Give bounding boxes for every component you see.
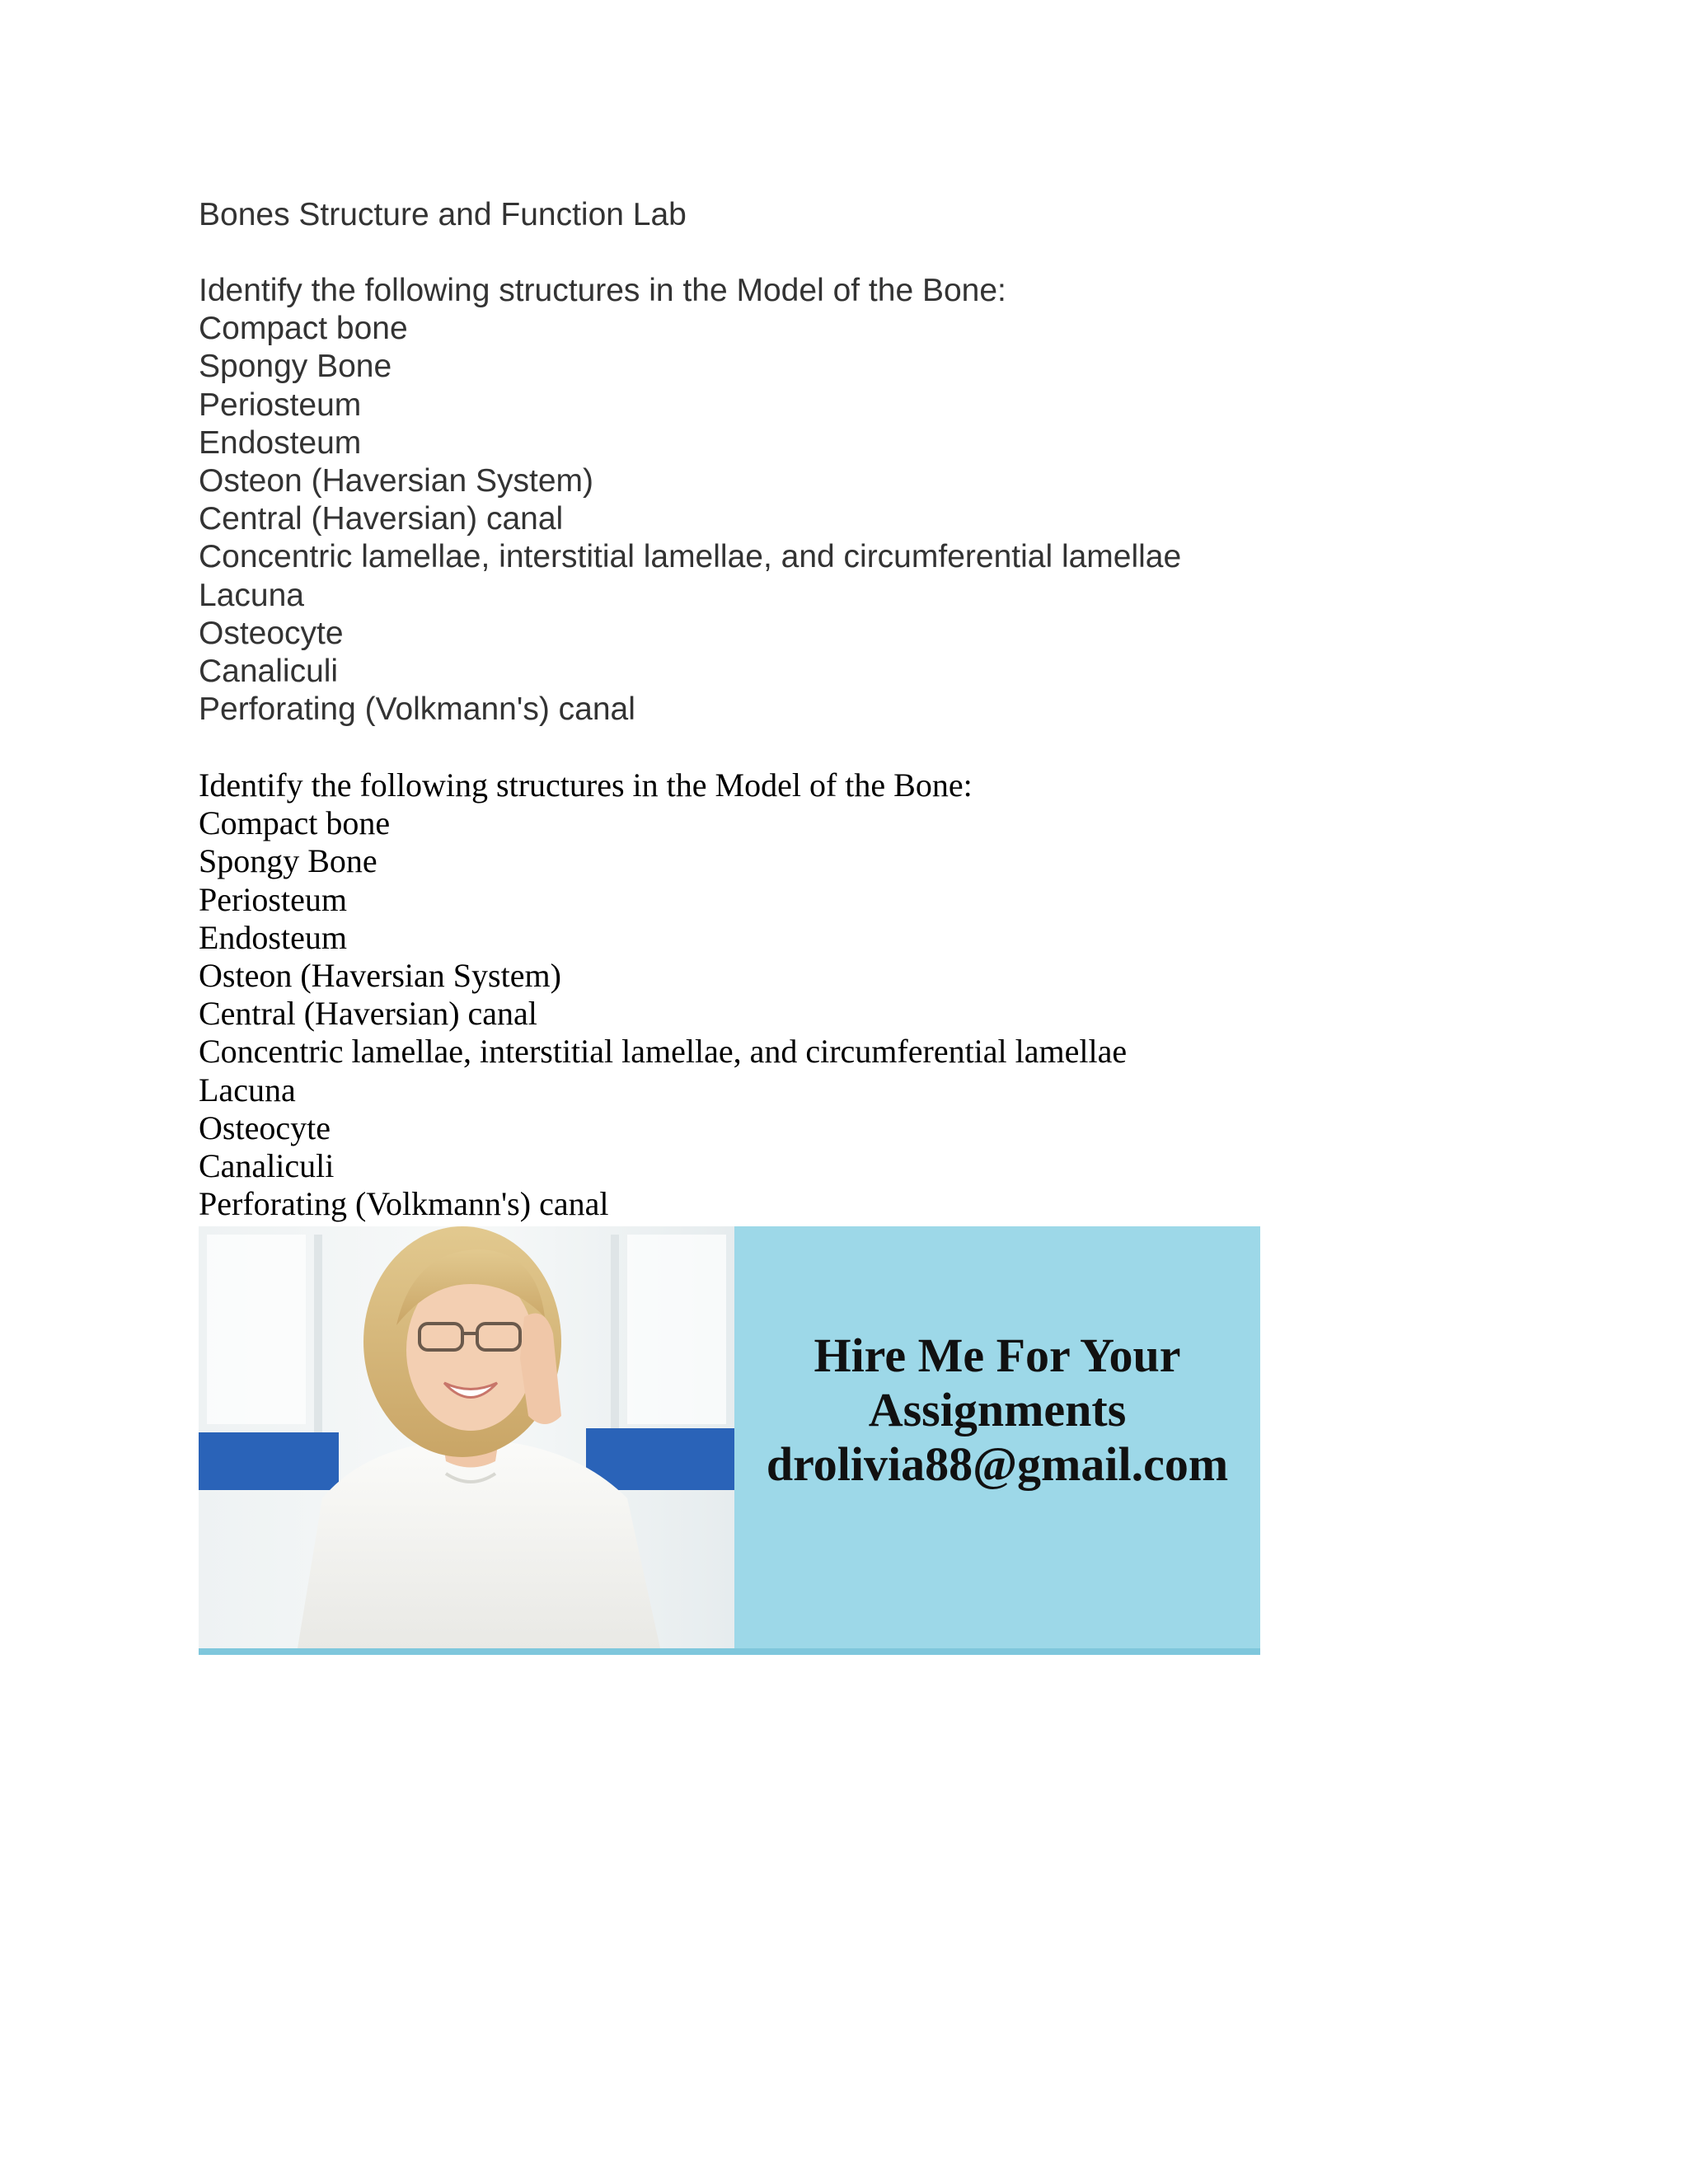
- list-item: Endosteum: [199, 424, 362, 461]
- banner-text: [734, 1329, 1260, 1492]
- list-item: Concentric lamellae, interstitial lamellae, and circumferential lamellae: [199, 539, 1182, 575]
- banner-line-2: Assignments: [868, 1383, 1127, 1436]
- list-item: Compact bone: [199, 311, 408, 347]
- hire-me-banner: [199, 1226, 1260, 1655]
- list-item: Concentric lamellae, interstitial lamellae, and circumferential lamellae: [199, 1033, 1128, 1071]
- list-item: Spongy Bone: [199, 842, 377, 880]
- list-heading: Identify the following structures in the Model of the Bone:: [199, 273, 1006, 308]
- structure-list-serif: [199, 766, 1127, 1223]
- list-item: Osteon (Haversian System): [199, 956, 561, 994]
- list-item: Osteocyte: [199, 1108, 331, 1146]
- woman-with-glasses-photo: [199, 1226, 734, 1648]
- structure-list-sans: [199, 272, 1181, 729]
- list-item: Central (Haversian) canal: [199, 995, 537, 1033]
- banner-email: drolivia88@gmail.com: [766, 1437, 1229, 1491]
- list-heading: Identify the following structures in the Model of the Bone:: [199, 766, 973, 804]
- list-item: Periosteum: [199, 387, 362, 423]
- document-title: Bones Structure and Function Lab: [199, 197, 687, 232]
- banner-line-1: Hire Me For Your: [814, 1329, 1181, 1382]
- list-item: Canaliculi: [199, 653, 339, 689]
- list-item: Canaliculi: [199, 1146, 335, 1184]
- list-item: Central (Haversian) canal: [199, 501, 564, 537]
- list-item: Lacuna: [199, 577, 304, 613]
- list-item: Perforating (Volkmann's) canal: [199, 691, 635, 728]
- list-item: Lacuna: [199, 1071, 296, 1108]
- list-item: Compact bone: [199, 804, 391, 842]
- list-item: Endosteum: [199, 918, 347, 956]
- list-item: Osteocyte: [199, 615, 344, 651]
- list-item: Perforating (Volkmann's) canal: [199, 1185, 609, 1223]
- list-item: Spongy Bone: [199, 349, 392, 385]
- list-item: Osteon (Haversian System): [199, 462, 593, 499]
- list-item: Periosteum: [199, 880, 347, 918]
- banner-bottom-strip: [199, 1648, 1260, 1655]
